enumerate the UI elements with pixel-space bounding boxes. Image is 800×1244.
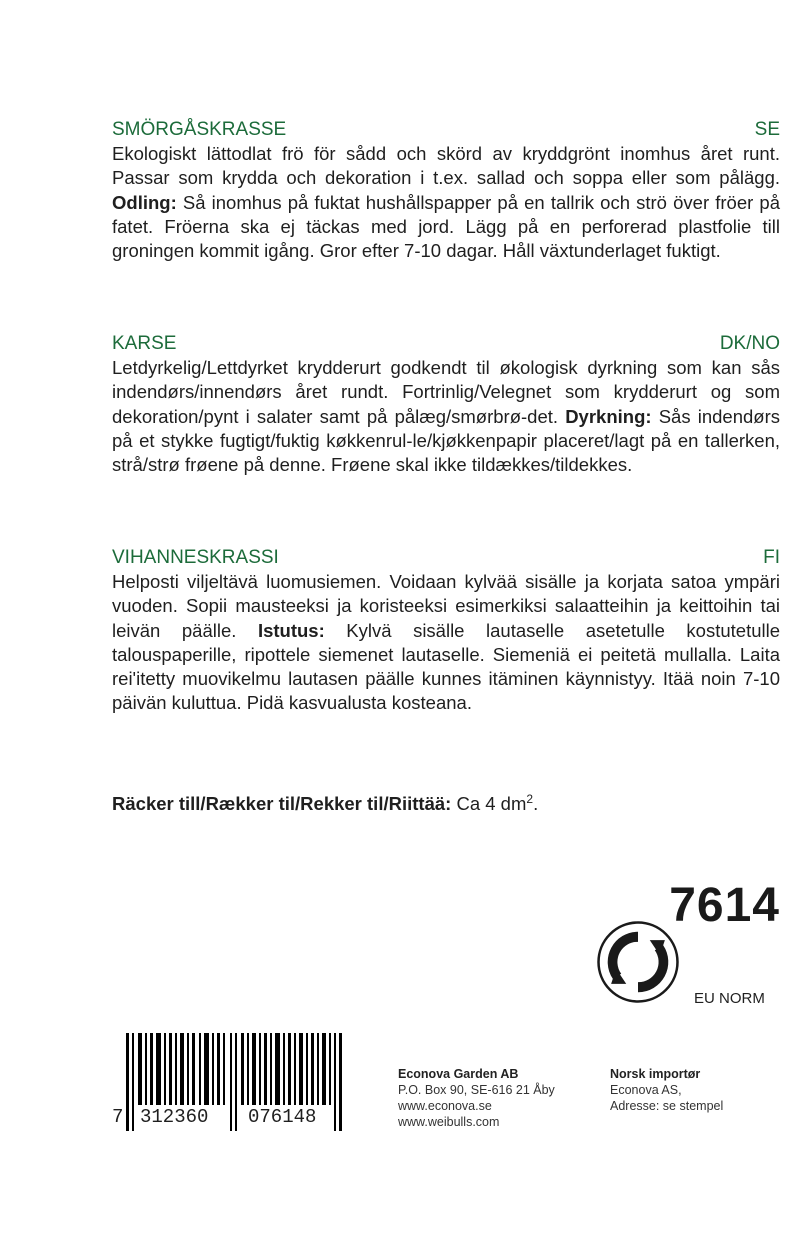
section-bold-label: Dyrkning: bbox=[565, 405, 652, 427]
coverage-suffix: . bbox=[533, 793, 539, 815]
importer-address: Adresse: se stempel bbox=[610, 1099, 724, 1113]
section-text bbox=[112, 570, 780, 716]
coverage-exponent: 2 bbox=[526, 792, 534, 806]
article-number: 7614 bbox=[669, 879, 780, 932]
company-info bbox=[398, 1066, 555, 1130]
importer-name: Econova AS, bbox=[610, 1083, 682, 1097]
green-dot-icon bbox=[596, 920, 680, 1004]
section-rest: Kylvä sisälle lautaselle asetetulle kostutetulle talouspaperille, ripottele siemenet lautaselle. Siemeniä ei peitetä mullalla. Laita rei'itetty muovikelmu lautasen päälle kunnes itäminen käynnistyy. Itää noin 7-10 päivän kuluttua. Pidä kasvualusta kosteana. bbox=[112, 619, 781, 714]
importer-info bbox=[610, 1066, 723, 1114]
section-title: KARSE bbox=[112, 333, 177, 354]
section-intro: Helposti viljeltävä luomusiemen. Voidaan kylvää sisälle ja korjata satoa ympäri vuoden. Sopii mausteeksi ja koristeeksi esimerkiksi salaatteihin ja keittoihin tai leivän päälle. bbox=[112, 571, 780, 641]
company-address: P.O. Box 90, SE-616 21 Åby bbox=[398, 1083, 555, 1097]
section-rest: Sås indendørs på et stykke fugtigt/fuktig køkkenrul-le/kjøkkenpapir placeret/lagt på en tallerken, strå/strø frøene på denne. Frøene skal ikke tildækkes/tildekkes. bbox=[112, 405, 780, 476]
barcode-first-digit: 7 bbox=[112, 1106, 124, 1128]
barcode-right-group: 076148 bbox=[248, 1106, 317, 1128]
language-code: DK/NO bbox=[719, 333, 780, 354]
importer-title: Norsk importør bbox=[610, 1067, 701, 1081]
coverage-value: Ca 4 dm bbox=[456, 793, 527, 815]
company-name: Econova Garden AB bbox=[398, 1067, 519, 1081]
section-title: VIHANNESKRASSI bbox=[112, 547, 279, 568]
section-bold-label: Istutus: bbox=[257, 619, 325, 641]
section-fi bbox=[112, 546, 780, 716]
section-header bbox=[112, 118, 780, 142]
coverage-label: Räcker till/Rækker til/Rekker til/Riittää: bbox=[112, 793, 452, 815]
section-intro: Letdyrkelig/Lettdyrket krydderurt godkendt til økologisk dyrkning som kan sås indendørs/innendørs året rundt. Fortrinlig/Velegnet som krydderurt og som dekoration/pynt i salater samt på pålæg/smørbrø-det. bbox=[112, 357, 780, 427]
company-web-1: www.econova.se bbox=[398, 1099, 492, 1113]
barcode-digits bbox=[112, 1104, 362, 1132]
section-dk-no bbox=[112, 332, 780, 477]
section-bold-label: Odling: bbox=[112, 191, 177, 213]
section-se bbox=[112, 118, 780, 263]
section-title: SMÖRGÅSKRASSE bbox=[112, 119, 287, 140]
eu-norm-label: EU NORM bbox=[694, 990, 765, 1007]
barcode-left-group: 312360 bbox=[140, 1106, 209, 1128]
section-text bbox=[112, 356, 780, 477]
section-text bbox=[112, 142, 780, 263]
section-rest: Så inomhus på fuktat hushållspapper på en tallrik och strö över fröer på fatet. Fröerna ska ej täckas med jord. Lägg på en perforerad plastfolie till groningen kommit igång. Gror efter 7-10 dagar. Håll växtunderlaget fuktigt. bbox=[112, 191, 780, 262]
section-intro: Ekologiskt lättodlat frö för sådd och skörd av kryddgrönt inomhus året runt. Passar som krydda och dekoration i t.ex. sallad och soppa eller som pålägg. bbox=[112, 143, 780, 189]
company-web-2: www.weibulls.com bbox=[398, 1115, 500, 1129]
section-header bbox=[112, 332, 780, 356]
coverage-line bbox=[112, 792, 538, 815]
section-header bbox=[112, 546, 780, 570]
language-code: FI bbox=[763, 547, 780, 568]
language-code: SE bbox=[754, 119, 780, 140]
